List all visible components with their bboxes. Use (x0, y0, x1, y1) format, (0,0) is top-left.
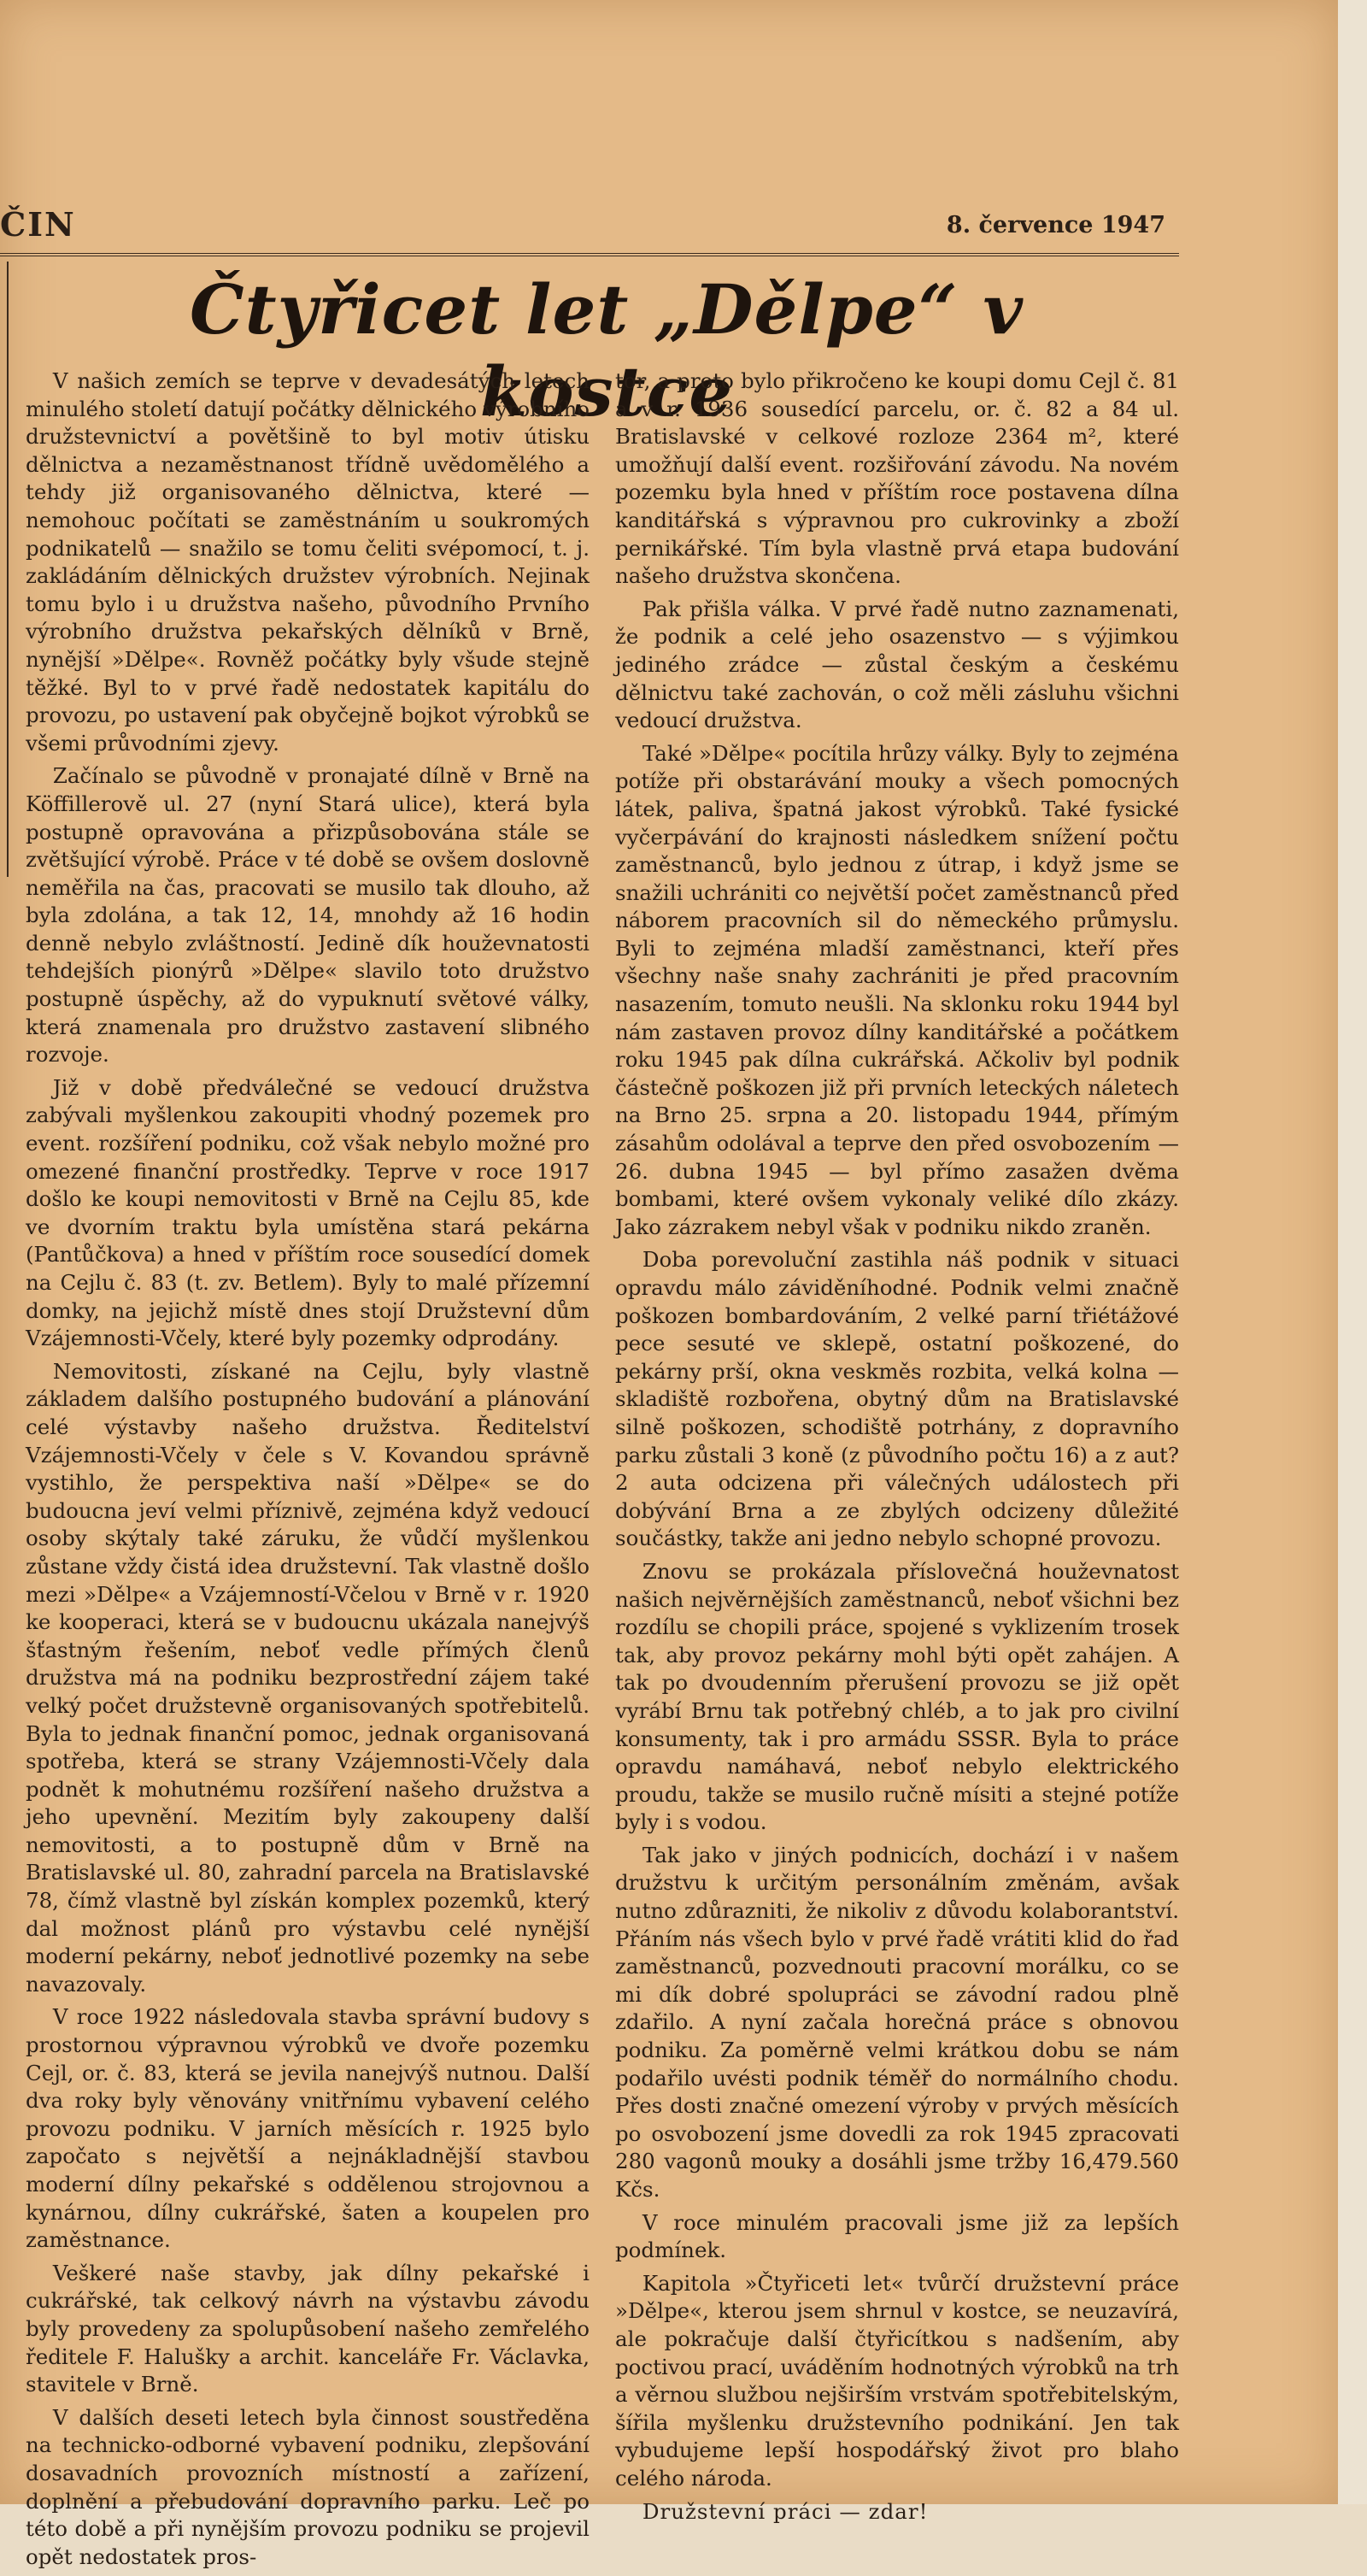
paragraph: Tak jako v jiných podnicích, dochází i v našem družstvu k určitým personálním změnám, avšak nutno zdůrazniti, že nikoliv z důvodu kolaborantství. Přáním nás všech bylo v prvé řadě vrátiti klid do řad zaměstnanců, pozvednouti pracovní morálku, co se mi dík dobré spolupráci se závodní radou plně zdařilo. A nyní začala horečná práce s obnovou podniku. Za poměrně velmi krátkou dobu se nám podařilo uvésti podnik téměř do normálního chodu. Přes dosti značné omezení výroby v prvých měsících po osvobození jsme dovedli za rok 1945 zpracovati 280 vagonů mouky a dosáhli jsme tržby 16,479.560 Kčs. (615, 1842, 1179, 2202)
article-column-left (26, 368, 590, 2576)
closing-slogan: Družstevní práci — zdar! (642, 2498, 929, 2524)
paragraph: Doba porevoluční zastihla náš podnik v situaci opravdu málo záviděníhodné. Podnik velmi značně poškozen bombardováním, 2 velké parní třiétážové pece sesuté ve sklepě, ostatní poškozené, do pekárny prší, okna veskměs rozbita, velká kolna — skladiště rozbořena, obytný dům na Bratislavské silně poškozen, schodiště potrhány, z dopravního parku zůstali 3 koně (z původního počtu 16) a z aut? 2 auta odcizena při válečných událostech při dobývání Brna a ze zbylých odcizeny důležité součástky, takže ani jedno nebylo schopné provozu. (615, 1247, 1179, 1551)
masthead-divider (0, 253, 1179, 256)
paragraph: Kapitola »Čtyřiceti let« tvůrčí družstevní práce »Dělpe«, kterou jsem shrnul v kostce, se neuzavírá, ale pokračuje další čtyřicítkou s nadšením, aby poctivou prací, uváděním hodnotných výrobků na trh a věrnou službou nejširším vrstvám spotřebitelským, šířila myšlenku družstevního podnikání. Jen tak vybudujeme lepší hospodářský život pro blaho celého národa. (615, 2270, 1179, 2491)
newspaper-name-fragment: ČIN (0, 205, 76, 244)
column-rule-left (7, 262, 9, 877)
masthead (0, 205, 1179, 244)
paragraph: Veškeré naše stavby, jak dílny pekařské i cukrářské, tak celkový návrh na výstavbu závodu byly provedeny za spolupůsobení našeho zemřelého ředitele F. Halušky a archit. kanceláře Fr. Václavka, stavitele v Brně. (26, 2260, 590, 2397)
paragraph: Nemovitosti, získané na Cejlu, byly vlastně základem dalšího postupného budování a plánování celé výstavby našeho družstva. Ředitelství Vzájemnosti-Včely v čele s V. Kovandou správně vystihlo, že perspektiva naší »Dělpe« se do budoucna jeví velmi příznivě, zejména když vedoucí osoby skýtaly také záruku, že vůdčí myšlenkou zůstane vždy čistá idea družstevní. Tak vlastně došlo mezi »Dělpe« a Vzájemností-Včelou v Brně v r. 1920 ke kooperaci, která se v budoucnu ukázala nanejvýš šťastným řešením, neboť vedle přímých členů družstva má na podniku bezprostřední zájem také velký počet družstevně organisovaných spotřebitelů. Byla to jednak finanční pomoc, jednak organisovaná spotřeba, která se strany Vzájemnosti-Včely dala podnět k mohutnému rozšíření našeho družstva a jeho upevnění. Mezitím byly zakoupeny další nemovitosti, a to postupně dům v Brně na Bratislavské ul. 80, zahradní parcela na Bratislavské 78, čímž vlastně byl získán komplex pozemků, který dal možnost plánů pro výstavbu celé nynější moderní pekárny, neboť jednotlivé pozemky na sebe navazovaly. (26, 1358, 590, 1997)
paragraph-continuation: tor, a proto bylo přikročeno ke koupi domu Cejl č. 81 a v r. 1936 sousedící parcelu, or. č. 82 a 84 ul. Bratislavské v celkové rozloze 2364 m², které umožňují další event. rozšiřování závodu. Na novém pozemku byla hned v příštím roce postavena dílna kanditářská s výpravnou pro cukrovinky a zboží pernikářské. Tím byla vlastně prvá etapa budování našeho družstva skončena. (615, 368, 1179, 589)
paragraph: Začínalo se původně v pronajaté dílně v Brně na Köffillerově ul. 27 (nyní Stará ulice), která byla postupně opravována a přizpůsobována stále se zvětšující výrobě. Práce v té době se ovšem doslovně neměřila na čas, pracovati se musilo tak dlouho, až byla zdolána, a tak 12, 14, mnohdy až 16 hodin denně nebylo zvláštností. Jedině dík houževnatosti tehdejších pionýrů »Dělpe« slavilo toto družstvo postupně úspěchy, až do vypuknutí světové války, která znamenala pro družstvo zastavení slibného rozvoje. (26, 763, 590, 1067)
paragraph: V dalších deseti letech byla činnost soustředěna na technicko-odborné vybavení podniku, zlepšování dosavadních provozních místností a zařízení, doplnění a přebudování dopravního parku. Leč po této době a při nynějším provozu podniku se projevil opět nedostatek pros- (26, 2404, 590, 2569)
paragraph: V roce minulém pracovali jsme již za lepších podmínek. (615, 2209, 1179, 2263)
paragraph: Již v době předválečné se vedoucí družstva zabývali myšlenkou zakoupiti vhodný pozemek pro event. rozšíření podniku, což však nebylo možné pro omezené finanční prostředky. Teprve v roce 1917 došlo ke koupi nemovitosti v Brně na Cejlu 85, kde ve dvorním traktu byla umístěna stará pekárna (Pantůčkova) a hned v příštím roce sousedící domek na Cejlu č. 83 (t. zv. Betlem). Byly to malé přízemní domky, na jejichž místě dnes stojí Družstevní dům Vzájemnosti-Včely, které byly pozemky odprodány. (26, 1074, 590, 1351)
paragraph: Znovu se prokázala příslovečná houževnatost našich nejvěrnějších zaměstnanců, neboť všichni bez rozdílu se chopili práce, spojené s vyklizením trosek tak, aby provoz pekárny mohl býti opět zahájen. A tak po dvoudenním přerušení provozu se již opět vyrábí Brnu tak potřebný chléb, a to jak pro civilní konsumenty, tak i pro armádu SSSR. Byla to práce opravdu namáhavá, neboť nebylo elektrického proudu, takže se musilo ručně mísiti a stejné potíže byly i s vodou. (615, 1558, 1179, 1835)
paragraph: Také »Dělpe« pocítila hrůzy války. Byly to zejména potíže při obstarávání mouky a všech pomocných látek, paliva, špatná jakost výrobků. Také fysické vyčerpávání do krajnosti následkem snížení počtu zaměstnanců, bylo jednou z útrap, i když jsme se snažili uchrániti co největší počet zaměstnanců před náborem pracovních sil do německého průmyslu. Byli to zejména mladší zaměstnanci, kteří přes všechny naše snahy zachrániti je před pracovním nasazením, tomuto neušli. Na sklonku roku 1944 byl nám zastaven provoz dílny kanditářské a počátkem roku 1945 pak dílna cukrářská. Ačkoliv byl podnik částečně poškozen již při prvních leteckých náletech na Brno 25. srpna a 20. listopadu 1944, přímým zásahům odolával a teprve den před osvobozením — 26. dubna 1945 — byl přímo zasažen dvěma bombami, které ovšem vykonaly veliké dílo zkázy. Jako zázrakem nebyl však v podniku nikdo zraněn. (615, 740, 1179, 1239)
article-headline: Čtyřicet let „Dělpe“ v kostce (189, 269, 1024, 432)
issue-date: 8. července 1947 (946, 212, 1165, 238)
paragraph: V roce 1922 následovala stavba správní budovy s prostornou výpravnou výrobků ve dvoře pozemku Cejl, or. č. 83, která se jevila nanejvýš nutnou. Další dva roky byly věnovány vnitřnímu vybavení celého provozu podniku. V jarních měsících r. 1925 bylo započato s největší a nejnákladnější stavbou moderní dílny pekařské s oddělenou strojovnou a kynárnou, dílny cukrářské, šaten a koupelen pro zaměstnance. (26, 2004, 590, 2253)
article-column-right (615, 368, 1179, 2531)
scan-background-strip (1338, 0, 1367, 2504)
paragraph: Pak přišla válka. V prvé řadě nutno zaznamenati, že podnik a celé jeho osazenstvo — s výjimkou jediného zrádce — zůstal českým a českému dělnictvu také zachován, o což měli zásluhu všichni vedoucí družstva. (615, 596, 1179, 733)
paragraph: V našich zemích se teprve v devadesátých letech minulého století datují počátky dělnického výrobního družstevnictví a povětšině to byl motiv útisku dělnictva a nezaměstnanost třídně uvědomělého a tehdy již organisovaného dělnictva, které — nemohouc počítati se zaměstnáním u soukromých podnikatelů — snažilo se tomu čeliti svépomocí, t. j. zakládáním dělnických družstev výrobních. Nejinak tomu bylo i u družstva našeho, původního Prvního výrobního družstva pekařských dělníků v Brně, nynější »Dělpe«. Rovněž počátky byly všude stejně těžké. Byl to v prvé řadě nedostatek kapitálu do provozu, po ustavení pak obyčejně bojkot výrobků se všemi průvodními zjevy. (26, 368, 590, 756)
